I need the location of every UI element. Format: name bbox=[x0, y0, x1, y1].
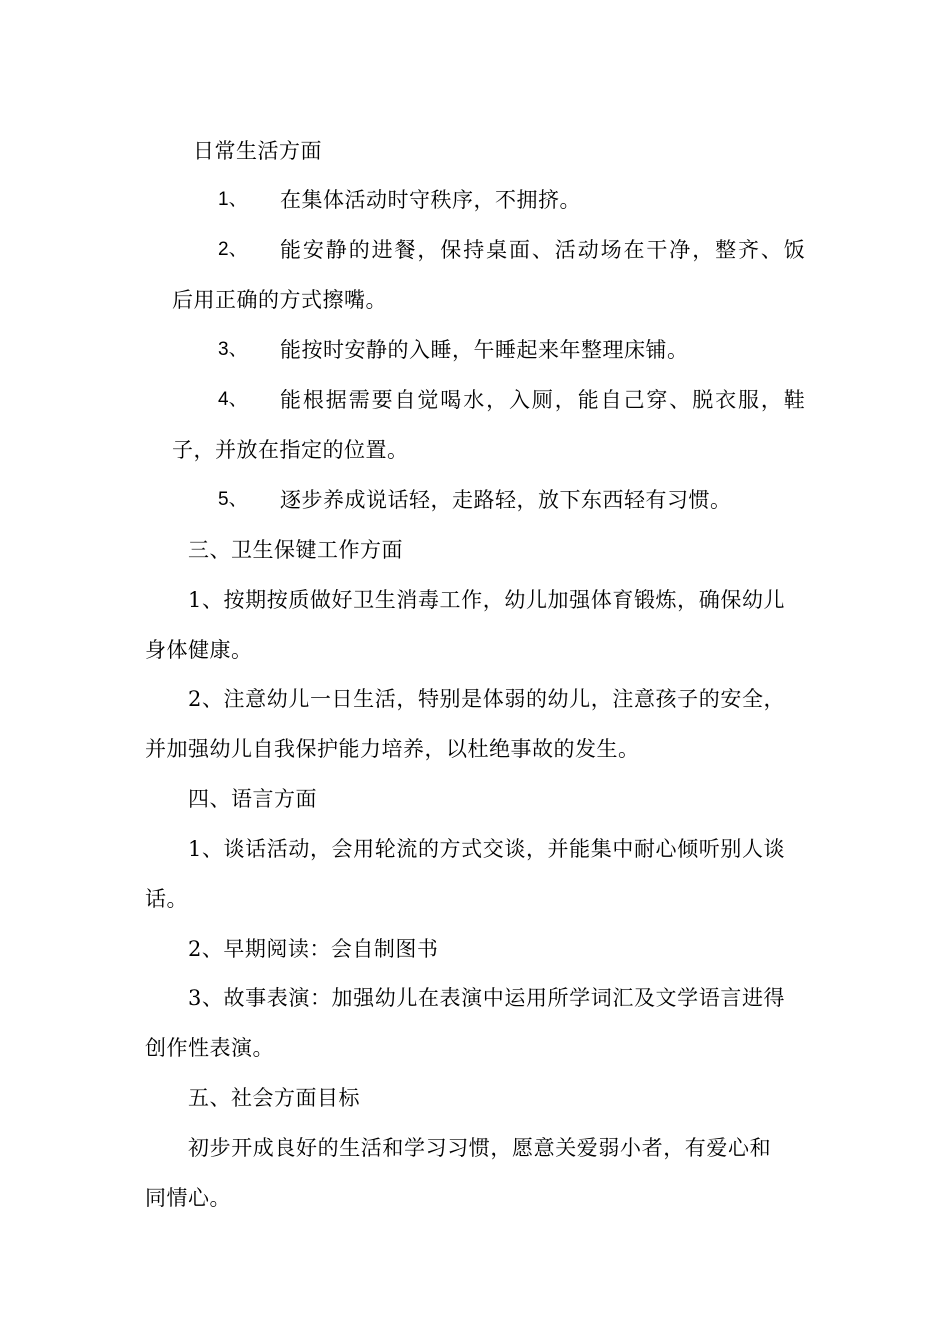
paragraph-text: 1、谈话活动，会用轮流的方式交谈，并能集中耐心倾听别人谈 bbox=[188, 837, 786, 861]
paragraph-text-continuation: 创作性表演。 bbox=[145, 1036, 274, 1060]
list-item-number: 3、 bbox=[218, 339, 248, 360]
list-item-number: 1、 bbox=[218, 189, 248, 210]
paragraph-text-continuation: 同情心。 bbox=[145, 1186, 231, 1210]
section-heading-language: 四、语言方面 bbox=[188, 787, 317, 811]
list-item-text-continuation: 后用正确的方式擦嘴。 bbox=[172, 288, 387, 312]
list-item-text: 在集体活动时守秩序，不拥挤。 bbox=[280, 188, 581, 212]
list-item-text-continuation: 子，并放在指定的位置。 bbox=[172, 438, 409, 462]
list-item-text: 能安静的进餐，保持桌面、活动场在干净，整齐、饭 bbox=[280, 238, 807, 262]
paragraph-text-continuation: 身体健康。 bbox=[145, 638, 253, 662]
section-heading-health: 三、卫生保键工作方面 bbox=[188, 538, 403, 562]
list-item-text: 能根据需要自觉喝水，入厕，能自己穿、脱衣服，鞋 bbox=[280, 388, 807, 412]
list-item-text: 逐步养成说话轻，走路轻，放下东西轻有习惯。 bbox=[280, 488, 732, 512]
list-item-number: 2、 bbox=[218, 239, 248, 260]
list-item-number: 5、 bbox=[218, 489, 248, 510]
paragraph-text: 2、注意幼儿一日生活，特别是体弱的幼儿，注意孩子的安全， bbox=[188, 687, 786, 711]
list-item-number: 4、 bbox=[218, 389, 248, 410]
paragraph-text-continuation: 并加强幼儿自我保护能力培养，以杜绝事故的发生。 bbox=[145, 737, 640, 761]
section-heading-social: 五、社会方面目标 bbox=[188, 1086, 360, 1110]
paragraph-text: 2、早期阅读：会自制图书 bbox=[188, 937, 439, 961]
paragraph-text: 初步开成良好的生活和学习习惯，愿意关爱弱小者，有爱心和 bbox=[188, 1136, 772, 1160]
paragraph-text: 3、故事表演：加强幼儿在表演中运用所学词汇及文学语言进得 bbox=[188, 986, 786, 1010]
list-item-text: 能按时安静的入睡，午睡起来年整理床铺。 bbox=[280, 338, 689, 362]
section-heading-daily-life: 日常生活方面 bbox=[193, 139, 322, 163]
paragraph-text-continuation: 话。 bbox=[145, 887, 188, 911]
paragraph-text: 1、按期按质做好卫生消毒工作，幼儿加强体育锻炼，确保幼儿 bbox=[188, 588, 786, 612]
